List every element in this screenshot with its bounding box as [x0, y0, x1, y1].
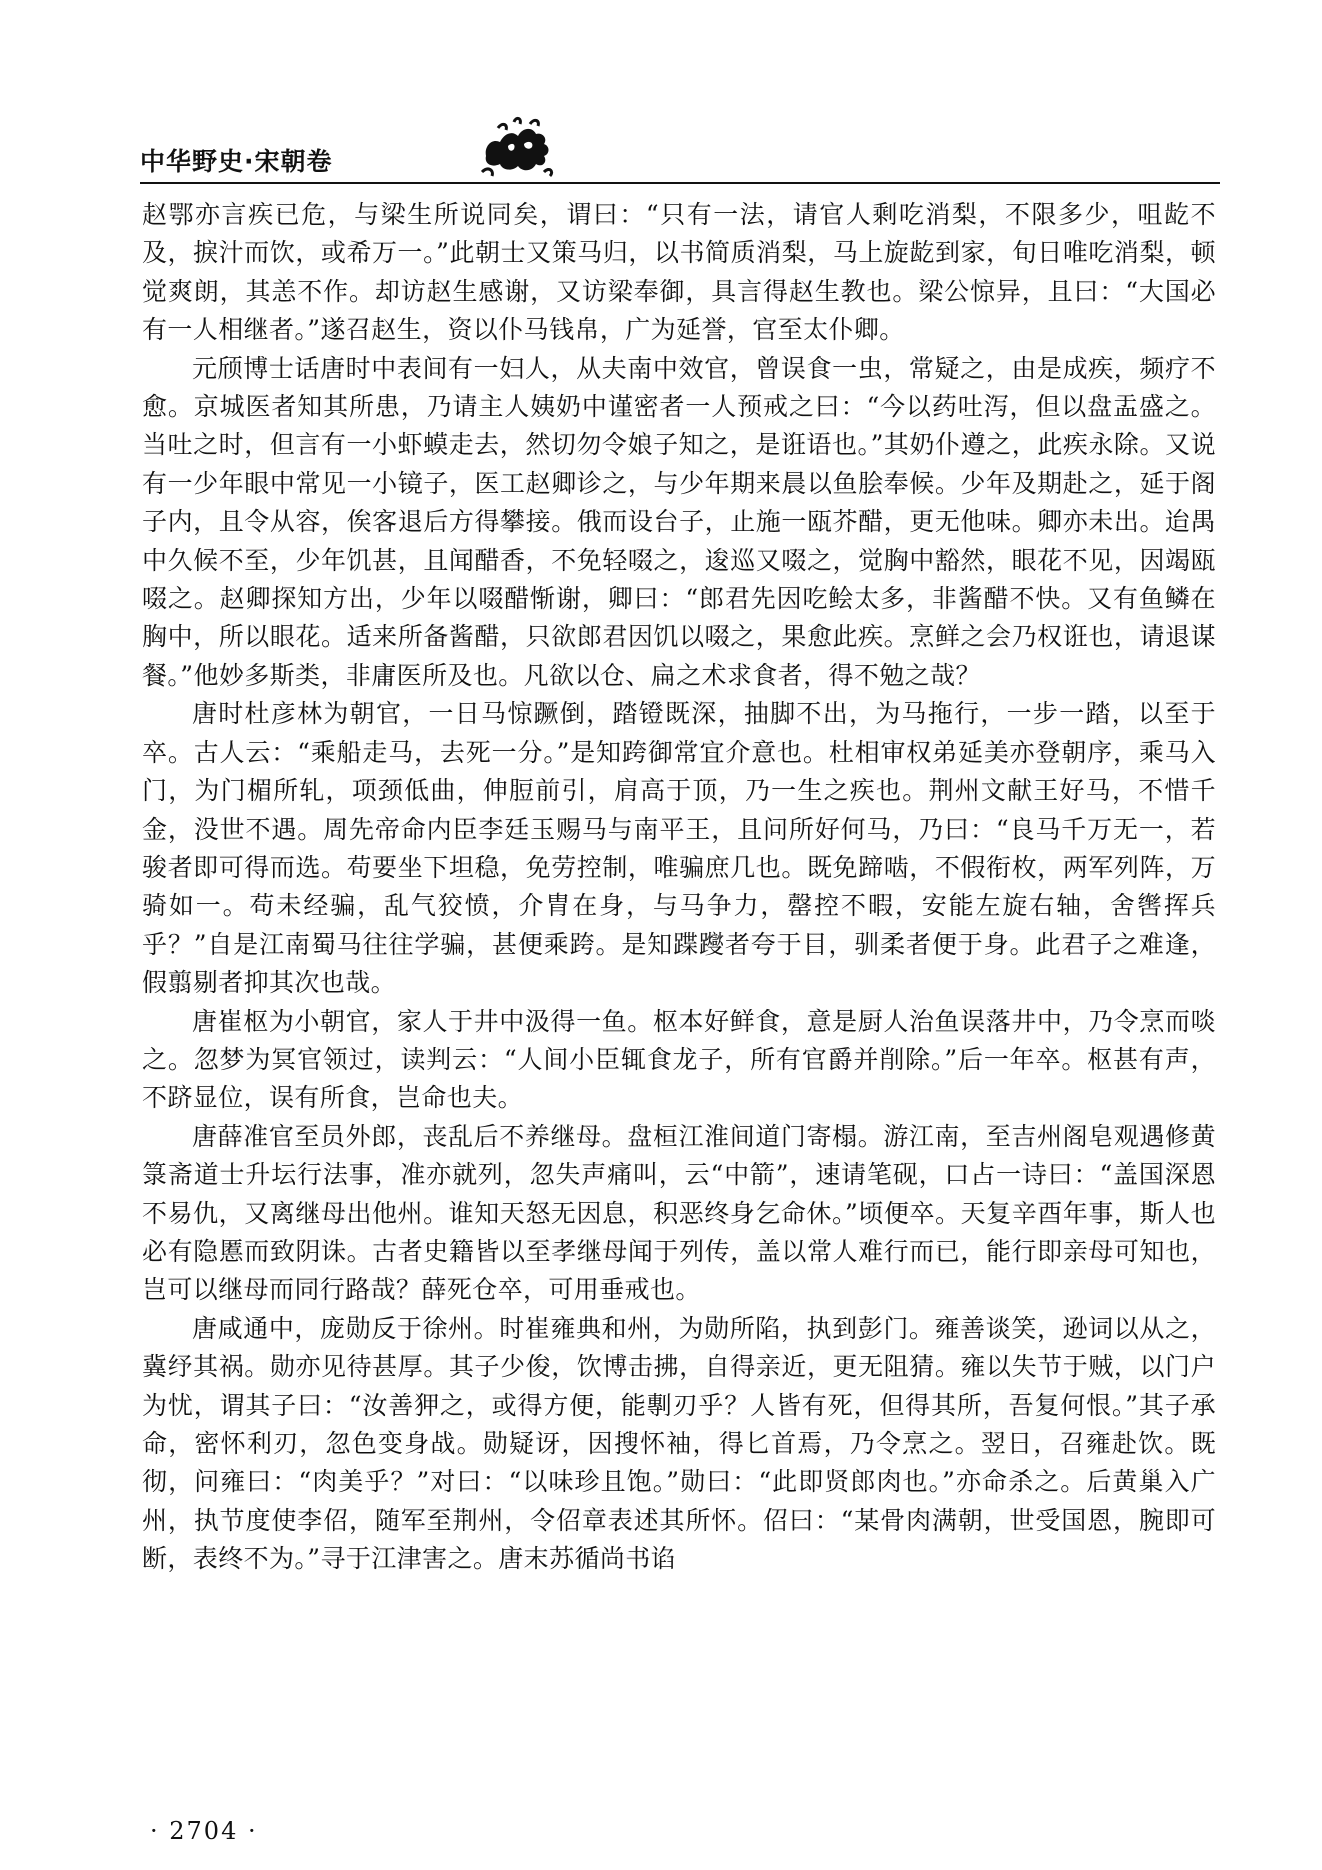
- paragraph: 元颀博士话唐时中表间有一妇人，从夫南中效官，曾误食一虫，常疑之，由是成疾，频疗不愈。京城医者知其所患，乃请主人姨奶中谨密者一人预戒之曰：“今以药吐泻，但以盘盂盛之。当吐之时，但言有一小虾蟆走去，然切勿令娘子知之，是诳语也。”其奶仆遵之，此疾永除。又说有一少年眼中常见一小镜子，医工赵卿诊之，与少年期来晨以鱼脍奉候。少年及期赴之，延于阁子内，且令从容，俟客退后方得攀接。俄而设台子，止施一瓯芥醋，更无他味。卿亦未出。迨禺中久候不至，少年饥甚，且闻醋香，不免轻啜之，逡巡又啜之，觉胸中豁然，眼花不见，因竭瓯啜之。赵卿探知方出，少年以啜醋惭谢，卿曰：“郎君先因吃鲙太多，非酱醋不快。又有鱼鳞在胸中，所以眼花。适来所备酱醋，只欲郎君因饥以啜之，果愈此疾。烹鲜之会乃权诳也，请退谋餐。”他妙多斯类，非庸医所及也。凡欲以仓、扁之术求食者，得不勉之哉？: [142, 353, 1216, 690]
- paragraph: 唐崔枢为小朝官，家人于井中汲得一鱼。枢本好鲜食，意是厨人治鱼误落井中，乃令烹而啖之。忽梦为冥官领过，读判云：“人间小臣辄食龙子，所有官爵并削除。”后一年卒。枢甚有声，不跻显位，误有所食，岂命也夫。: [142, 1006, 1216, 1113]
- dragon-emblem-icon: [478, 116, 556, 178]
- header-rule: [140, 182, 1220, 184]
- paragraph: 赵鄂亦言疾已危，与梁生所说同矣，谓曰：“只有一法，请官人剩吃消梨，不限多少，咀龁不及，捩汁而饮，或希万一。”此朝士又策马归，以书简质消梨，马上旋龁到家，旬日唯吃消梨，顿觉爽朗，其恙不作。却访赵生感谢，又访梁奉御，具言得赵生教也。梁公惊异，且曰：“大国必有一人相继者。”遂召赵生，资以仆马钱帛，广为延誉，官至太仆卿。: [142, 200, 1216, 345]
- body-text: [142, 196, 1216, 1579]
- page-header: [140, 138, 1220, 188]
- paragraph: 唐咸通中，庞勋反于徐州。时崔雍典和州，为勋所陷，执到彭门。雍善谈笑，逊词以从之，冀纾其祸。勋亦见待甚厚。其子少俊，饮博击拂，自得亲近，更无阻猜。雍以失节于贼，以门户为忧，谓其子曰：“汝善狎之，或得方便，能剸刃乎？人皆有死，但得其所，吾复何恨。”其子承命，密怀利刃，忽色变身战。勋疑讶，因搜怀袖，得匕首焉，乃令烹之。翌日，召雍赴饮。既彻，问雍曰：“肉美乎？”对曰：“以味珍且饱。”勋曰：“此即贤郎肉也。”亦命杀之。后黄巢入广州，执节度使李佋，随军至荆州，令佋章表述其所怀。佋曰：“某骨肉满朝，世受国恩，腕即可断，表终不为。”寻于江津害之。唐末苏循尚书谄: [142, 1313, 1216, 1574]
- page-number: · 2704 ·: [150, 1817, 258, 1845]
- running-title: 中华野史·宋朝卷: [140, 147, 333, 176]
- paragraph: 唐时杜彦林为朝官，一日马惊蹶倒，踏镫既深，抽脚不出，为马拖行，一步一踏，以至于卒。古人云：“乘船走马，去死一分。”是知跨御常宜介意也。杜相审权弟延美亦登朝序，乘马入门，为门楣所轧，项颈低曲，伸脰前引，肩高于顶，乃一生之疾也。荆州文献王好马，不惜千金，没世不遇。周先帝命内臣李廷玉赐马与南平王，且问所好何马，乃曰：“良马千万无一，若骏者即可得而选。苟要坐下坦稳，免劳控制，唯骗庶几也。既免蹄啮，不假衔枚，两军列阵，万骑如一。苟未经骗，乱气狡愤，介胄在身，与马争力，罄控不暇，安能左旋右轴，舍辔挥兵乎？”自是江南蜀马往往学骗，甚便乘跨。是知蹀躞者夸于目，驯柔者便于身。此君子之难逢，假翦剔者抑其次也哉。: [142, 699, 1216, 998]
- paragraph: 唐薛准官至员外郎，丧乱后不养继母。盘桓江淮间道门寄榻。游江南，至吉州阁皂观遇修黄箓斋道士升坛行法事，准亦就列，忽失声痛叫，云“中箭”，速请笔砚，口占一诗曰：“盖国深恩不易仇，又离继母出他州。谁知天怒无因息，积恶终身乞命休。”顷便卒。天复辛酉年事，斯人也必有隐慝而致阴诛。古者史籍皆以至孝继母闻于列传，盖以常人难行而已，能行即亲母可知也，岂可以继母而同行路哉？薛死仓卒，可用垂戒也。: [142, 1121, 1216, 1305]
